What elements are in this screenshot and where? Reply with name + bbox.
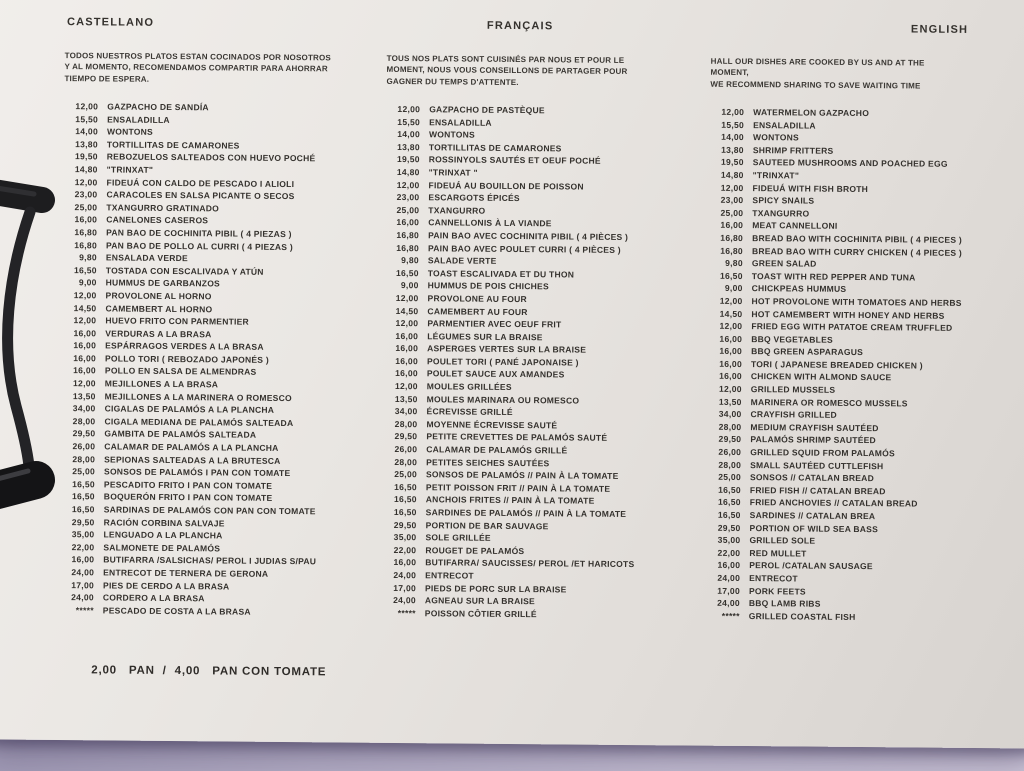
item-name: CALAMAR DE PALAMÓS GRILLÉ (426, 444, 568, 456)
item-name: PESCADO DE COSTA A LA BRASA (102, 605, 251, 617)
item-name: WATERMELON GAZPACHO (753, 107, 870, 119)
item-price: 16,00 (395, 355, 419, 367)
item-price: 23,00 (720, 194, 744, 206)
item-price: 28,00 (718, 421, 742, 432)
item-price: 35,00 (71, 529, 95, 540)
item-price: 16,00 (395, 368, 418, 379)
item-price: 12,00 (719, 295, 743, 306)
item-price: 9,80 (79, 252, 97, 263)
item-price: 24,00 (393, 595, 416, 606)
item-name: PAN BAO DE POLLO AL CURRI ( 4 PIEZAS ) (105, 239, 293, 252)
item-price: 26,00 (394, 443, 418, 455)
item-name: GREEN SALAD (751, 258, 817, 269)
item-name: BBQ LAMB RIBS (748, 598, 821, 609)
menu-item-row (60, 604, 368, 619)
item-price: 12,00 (395, 318, 419, 329)
item-price: 16,50 (393, 494, 417, 505)
item-price: ***** (397, 607, 416, 618)
item-name: CANELONES CASEROS (106, 214, 209, 226)
item-name: MOULES MARINARA OU ROMESCO (426, 393, 580, 406)
item-name: FRIED FISH // CATALAN BREAD (749, 484, 886, 497)
item-name: WONTONS (428, 129, 476, 140)
item-name: PAIN BAO AVEC COCHINITA PIBIL ( 4 PIÈCES ) (428, 230, 629, 242)
item-name: PORK FEETS (748, 585, 806, 597)
item-price: 29,50 (393, 519, 417, 530)
item-name: CARACOLES EN SALSA PICANTE O SECOS (106, 189, 295, 202)
item-price: 16,50 (72, 491, 95, 502)
item-price: 28,00 (394, 418, 418, 430)
item-price: 28,00 (72, 415, 96, 427)
item-price: 16,00 (719, 371, 742, 382)
item-name: CAMEMBERT AL HORNO (105, 302, 213, 314)
item-name: ENSALADA VERDE (105, 252, 189, 264)
item-price: 12,00 (72, 378, 96, 389)
item-price: 35,00 (717, 534, 741, 546)
item-price: 19,50 (720, 157, 744, 168)
item-name: CANNELLONIS À LA VIANDE (428, 217, 552, 229)
item-name: POLLO TORI ( REBOZADO JAPONÉS ) (104, 353, 269, 365)
item-price: 16,00 (717, 560, 741, 571)
item-price: 16,50 (718, 484, 741, 495)
item-name: TOSTADA CON ESCALIVADA Y ATÚN (105, 265, 264, 277)
intro-english: HALL OUR DISHES ARE COOKED BY US AND AT THE MOMENT, WE RECOMMEND SHARING TO SAVE WAITING TIME (710, 56, 925, 91)
item-price: 16,50 (719, 270, 743, 281)
item-price: 28,00 (718, 459, 742, 470)
item-price: 16,00 (396, 217, 420, 228)
item-price: 16,50 (71, 504, 95, 515)
item-price: 17,00 (393, 582, 417, 593)
item-name: CAMEMBERT AU FOUR (427, 305, 528, 317)
item-name: SONSOS DE PALAMÓS I PAN CON TOMATE (104, 466, 291, 479)
item-name: GRILLED SQUID FROM PALAMÓS (750, 447, 895, 459)
item-name: SARDINAS DE PALAMÓS CON PAN CON TOMATE (103, 504, 316, 517)
item-price: 16,50 (72, 478, 95, 490)
item-name: PESCADITO FRITO I PAN CON TOMATE (103, 479, 273, 491)
menu-item-row (706, 609, 1014, 624)
item-name: POISSON CÔTIER GRILLÉ (424, 607, 537, 619)
item-price: ***** (75, 604, 94, 616)
item-price: 14,00 (721, 131, 745, 143)
item-price: 16,80 (74, 227, 98, 238)
item-price: 12,00 (394, 381, 418, 392)
item-name: CORDERO A LA BRASA (102, 592, 205, 604)
item-price: 25,00 (394, 469, 418, 480)
item-name: LÉGUMES SUR LA BRAISE (427, 330, 543, 342)
item-name: ENTRECOT (425, 570, 474, 581)
item-name: FIDEUÁ CON CALDO DE PESCADO I ALIOLI (106, 177, 295, 189)
menu-column-castellano (64, 16, 373, 617)
item-price: 24,00 (71, 567, 95, 578)
item-name: TXANGURRO (752, 207, 810, 219)
item-name: CHICKPEAS HUMMUS (751, 283, 847, 295)
item-price: 13,80 (397, 141, 420, 152)
item-price: 12,00 (720, 182, 744, 193)
item-name: POLLO EN SALSA DE ALMENDRAS (104, 365, 257, 378)
intro-francais: TOUS NOS PLATS SONT CUISINÉS PAR NOUS ET POUR LE MOMENT, NOUS VOUS CONSEILLONS DE PARTAGER POUR GAGNER DU TEMPS D'ATTENTE. (386, 53, 628, 87)
item-price: 25,00 (720, 207, 744, 218)
item-price: 12,00 (397, 103, 421, 115)
item-name: SALMONETE DE PALAMÓS (103, 542, 221, 554)
item-name: CIGALA MEDIANA DE PALAMÓS SALTEADA (104, 416, 294, 428)
item-name: POULET TORI ( PANÉ JAPONAISE ) (426, 356, 579, 368)
item-name: CALAMAR DE PALAMÓS A LA PLANCHA (104, 441, 279, 453)
clipboard-clip-icon (0, 166, 80, 546)
item-name: FIDEUÁ WITH FISH BROTH (752, 182, 869, 194)
item-price: 25,00 (74, 201, 98, 213)
item-name: SARDINES // CATALAN BREA (749, 510, 876, 522)
item-price: 13,50 (72, 390, 96, 402)
item-name: ROSSINYOLS SAUTÉS ET OEUF POCHÉ (428, 154, 601, 167)
item-name: "TRINXAT" (752, 170, 800, 181)
item-name: WONTONS (106, 126, 154, 138)
item-price: 16,00 (74, 214, 98, 225)
item-price: 16,00 (719, 346, 743, 357)
menu-column-english (710, 22, 1019, 622)
item-name: SHRIMP FRITTERS (752, 144, 834, 156)
item-price: 12,00 (74, 176, 98, 187)
item-name: ÉCREVISSE GRILLÉ (426, 406, 513, 418)
item-name: TORTILLITAS DE CAMARONES (106, 139, 240, 151)
column-title-francais: FRANÇAIS (486, 19, 554, 33)
item-name: CHICKEN WITH ALMOND SAUCE (750, 371, 892, 383)
item-name: POULET SAUCE AUX AMANDES (426, 368, 565, 380)
item-name: FIDEUÁ AU BOUILLON DE POISSON (428, 179, 584, 192)
item-price: 12,00 (73, 290, 97, 301)
item-name: MEJILLONES A LA MARINERA O ROMESCO (104, 391, 292, 403)
item-name: TXANGURRO (428, 204, 486, 216)
item-name: HUMMUS DE POIS CHICHES (427, 280, 549, 292)
item-price: 16,00 (395, 343, 419, 354)
item-name: REBOZUELOS SALTEADOS CON HUEVO POCHÉ (106, 151, 316, 164)
item-price: 16,00 (73, 365, 96, 376)
item-name: PAIN BAO AVEC POULET CURRI ( 4 PIÈCES ) (427, 242, 621, 255)
item-name: CIGALAS DE PALAMÓS A LA PLANCHA (104, 403, 275, 416)
item-name: GRILLED MUSSELS (750, 384, 836, 395)
item-price: 9,80 (725, 257, 743, 269)
intro-castellano: TODOS NUESTROS PLATOS ESTAN COCINADOS POR NOSOTROS Y AL MOMENTO, RECOMENDAMOS COMPARTIR PARA AHORRAR TIEMPO DE ESPERA. (64, 51, 332, 84)
bread-price-note: 2,00 PAN / 4,00 PAN CON TOMATE (91, 664, 327, 679)
item-name: SONSOS DE PALAMÓS // PAIN À LA TOMATE (425, 469, 619, 482)
item-price: 24,00 (393, 569, 417, 581)
item-price: 23,00 (396, 192, 420, 203)
item-price: 16,80 (396, 229, 420, 241)
item-name: GRILLED COASTAL FISH (748, 610, 856, 622)
item-name: ENTRECOT DE TERNERA DE GERONA (103, 567, 269, 579)
item-name: GAZPACHO DE PASTÈQUE (429, 104, 545, 116)
item-price: 22,00 (717, 547, 741, 558)
item-price: 16,00 (719, 333, 743, 344)
item-name: ENSALADILLA (753, 119, 816, 131)
item-price: 13,50 (718, 396, 742, 407)
item-name: TORI ( JAPANESE BREADED CHICKEN ) (750, 358, 923, 371)
item-name: RED MULLET (749, 547, 807, 559)
item-price: 16,50 (395, 267, 419, 278)
item-price: 16,50 (394, 481, 417, 492)
item-name: MOYENNE ÉCREVISSE SAUTÉ (426, 419, 558, 431)
item-price: 22,00 (71, 541, 95, 553)
item-price: 16,00 (71, 554, 95, 565)
item-price: 9,80 (401, 255, 419, 266)
item-price: 12,00 (721, 106, 745, 117)
item-price: 14,80 (720, 169, 744, 180)
item-price: 29,50 (72, 428, 96, 439)
item-name: SALADE VERTE (427, 255, 497, 266)
item-name: PROVOLONE AU FOUR (427, 293, 527, 305)
item-name: AGNEAU SUR LA BRAISE (424, 595, 535, 607)
item-price: 12,00 (395, 292, 419, 304)
item-name: ENSALADILLA (429, 116, 492, 128)
item-name: "TRINXAT " (428, 167, 478, 178)
item-price: 25,00 (396, 204, 420, 215)
item-name: PORTION OF WILD SEA BASS (749, 522, 879, 534)
item-name: ANCHOIS FRITES // PAIN À LA TOMATE (425, 494, 595, 507)
items-castellano (60, 100, 372, 619)
item-name: BREAD BAO WITH CURRY CHICKEN ( 4 PIECES ) (751, 245, 963, 258)
item-name: ASPERGES VERTES SUR LA BRAISE (427, 343, 587, 355)
item-name: BOQUERÓN FRITO I PAN CON TOMATE (103, 491, 273, 504)
item-price: 15,50 (397, 116, 421, 127)
item-price: 25,00 (718, 472, 742, 483)
item-price: 13,80 (75, 138, 98, 150)
item-name: BUTIFARRA /SALSICHAS/ PEROL I JUDIAS S/PAU (103, 554, 317, 567)
item-name: SAUTEED MUSHROOMS AND POACHED EGG (752, 157, 948, 170)
item-name: PETITES SEICHES SAUTÉES (426, 456, 550, 468)
item-price: 29,50 (718, 434, 742, 445)
item-name: MOULES GRILLÉES (426, 381, 512, 393)
column-title-castellano: CASTELLANO (66, 16, 155, 29)
item-name: PARMENTIER AVEC OEUF FRIT (427, 318, 562, 330)
item-name: SONSOS // CATALAN BREAD (749, 472, 875, 484)
item-name: WONTONS (752, 132, 800, 143)
item-name: MEJILLONES A LA BRASA (104, 378, 219, 390)
item-price: 12,00 (75, 101, 99, 112)
item-name: TXANGURRO GRATINADO (106, 202, 220, 214)
item-name: MARINERA OR ROMESCO MUSSELS (750, 396, 908, 409)
item-name: CRAYFISH GRILLED (750, 409, 837, 421)
item-price: 16,00 (73, 327, 97, 339)
item-name: SPICY SNAILS (752, 195, 815, 206)
item-name: PIES DE CERDO A LA BRASA (103, 579, 230, 592)
item-price: 29,50 (717, 522, 741, 533)
item-name: VERDURAS A LA BRASA (105, 328, 212, 340)
item-price: 13,50 (394, 393, 418, 404)
item-name: PALAMÓS SHRIMP SAUTÉED (750, 434, 877, 446)
item-price: 29,50 (394, 431, 418, 442)
item-price: 34,00 (394, 406, 418, 417)
item-name: TOAST ESCALIVADA ET DU THON (427, 267, 575, 280)
item-price: 12,00 (718, 383, 742, 395)
item-price: 16,00 (719, 358, 743, 369)
item-name: ESCARGOTS ÉPICÉS (428, 192, 520, 204)
item-price: 26,00 (718, 446, 742, 458)
item-price: 15,50 (721, 119, 745, 130)
item-name: BBQ VEGETABLES (751, 333, 834, 345)
item-name: MEDIUM CRAYFISH SAUTÉED (750, 421, 879, 434)
item-price: 16,00 (720, 220, 744, 231)
item-name: BUTIFARRA/ SAUCISSES/ PEROL /ET HARICOTS (425, 557, 635, 570)
item-price: 16,50 (73, 264, 97, 276)
item-price: 13,80 (721, 144, 744, 155)
item-price: 34,00 (718, 409, 742, 420)
item-name: PIEDS DE PORC SUR LA BRAISE (425, 582, 567, 595)
items-francais (382, 103, 700, 622)
item-name: GAMBITA DE PALAMÓS SALTEADA (104, 428, 257, 441)
item-price: 12,00 (719, 320, 743, 332)
item-price: 16,50 (717, 497, 741, 508)
item-name: PEROL /CATALAN SAUSAGE (749, 560, 873, 572)
item-price: 28,00 (72, 453, 96, 464)
item-price: 28,00 (394, 456, 418, 467)
item-price: 26,00 (72, 441, 96, 452)
item-name: HOT PROVOLONE WITH TOMATOES AND HERBS (751, 295, 962, 308)
item-name: SOLE GRILLÉE (425, 532, 491, 543)
item-price: 16,00 (73, 340, 97, 351)
item-price: 16,80 (720, 245, 744, 256)
item-price: 16,00 (393, 557, 417, 568)
item-name: BREAD BAO WITH COCHINITA PIBIL ( 4 PIECES ) (752, 233, 963, 245)
item-price: 29,50 (71, 516, 95, 527)
item-price: 16,00 (395, 330, 419, 341)
item-price: 9,00 (724, 283, 743, 294)
item-price: 14,80 (74, 164, 98, 175)
item-name: PORTION DE BAR SAUVAGE (425, 519, 549, 531)
item-name: BBQ GREEN ASPARAGUS (751, 346, 864, 358)
item-price: 16,00 (73, 353, 97, 364)
item-price: 9,00 (78, 277, 97, 288)
item-price: 14,00 (397, 129, 421, 140)
item-name: MEAT CANNELLONI (752, 220, 838, 232)
item-name: HUMMUS DE GARBANZOS (105, 277, 221, 289)
menu-column-francais (386, 19, 701, 619)
item-price: 24,00 (71, 592, 94, 603)
item-name: GRILLED SOLE (749, 535, 816, 546)
item-name: LENGUADO A LA PLANCHA (103, 529, 223, 541)
item-name: SMALL SAUTÉED CUTTLEFISH (750, 459, 884, 471)
item-price: 16,50 (393, 506, 417, 518)
item-price: 25,00 (72, 466, 96, 477)
item-price: 12,00 (73, 315, 97, 326)
item-price: 17,00 (71, 579, 95, 590)
item-price: 14,00 (75, 126, 99, 137)
item-name: FRIED ANCHOVIES // CATALAN BREAD (749, 497, 918, 509)
item-price: 17,00 (717, 585, 741, 596)
item-name: PROVOLONE AL HORNO (105, 290, 212, 302)
item-price: 16,80 (720, 232, 744, 243)
item-price: 34,00 (72, 403, 96, 414)
item-name: ENSALADILLA (107, 114, 170, 125)
item-name: ROUGET DE PALAMÓS (425, 545, 525, 556)
item-price: ***** (721, 610, 740, 621)
item-name: PAN BAO DE COCHINITA PIBIL ( 4 PIEZAS ) (106, 227, 292, 239)
item-price: 15,50 (75, 113, 99, 124)
item-name: GAZPACHO DE SANDÍA (107, 101, 209, 113)
item-price: 16,80 (74, 239, 98, 250)
item-price: 14,50 (73, 302, 97, 313)
item-price: 24,00 (717, 597, 740, 609)
item-name: TORTILLITAS DE CAMARONES (428, 142, 562, 154)
item-name: FRIED EGG WITH PATATOE CREAM TRUFFLED (751, 321, 953, 333)
item-name: HOT CAMEMBERT WITH HONEY AND HERBS (751, 308, 945, 321)
item-name: ESPÁRRAGOS VERDES A LA BRASA (105, 340, 264, 353)
item-name: PETITE CREVETTES DE PALAMÓS SAUTÉ (426, 431, 608, 444)
item-name: SEPIONAS SALTEADAS A LA BRUTESCA (104, 454, 281, 466)
item-price: 14,50 (395, 305, 419, 316)
item-name: PETIT POISSON FRIT // PAIN À LA TOMATE (425, 482, 611, 494)
column-title-english: ENGLISH (910, 23, 969, 36)
item-price: 14,80 (396, 166, 420, 178)
item-name: SARDINES DE PALAMÓS // PAIN À LA TOMATE (425, 507, 627, 519)
item-price: 23,00 (74, 189, 98, 200)
item-price: 19,50 (74, 151, 98, 162)
item-name: ENTRECOT (749, 573, 798, 584)
item-price: 12,00 (396, 179, 420, 190)
item-name: TOAST WITH RED PEPPER AND TUNA (751, 270, 916, 283)
item-name: RACIÓN CORBINA SALVAJE (103, 517, 225, 529)
item-price: 19,50 (396, 154, 420, 165)
item-price: 22,00 (393, 544, 417, 555)
item-price: 14,50 (719, 308, 743, 319)
menu-item-row (382, 607, 696, 622)
item-price: 24,00 (717, 572, 741, 583)
item-name: "TRINXAT" (106, 164, 154, 175)
item-price: 35,00 (393, 532, 417, 543)
item-name: HUEVO FRITO CON PARMENTIER (105, 315, 250, 327)
item-price: 16,50 (717, 509, 741, 520)
item-price: 9,00 (400, 280, 419, 291)
items-english (706, 106, 1018, 625)
item-price: 16,80 (396, 242, 420, 253)
